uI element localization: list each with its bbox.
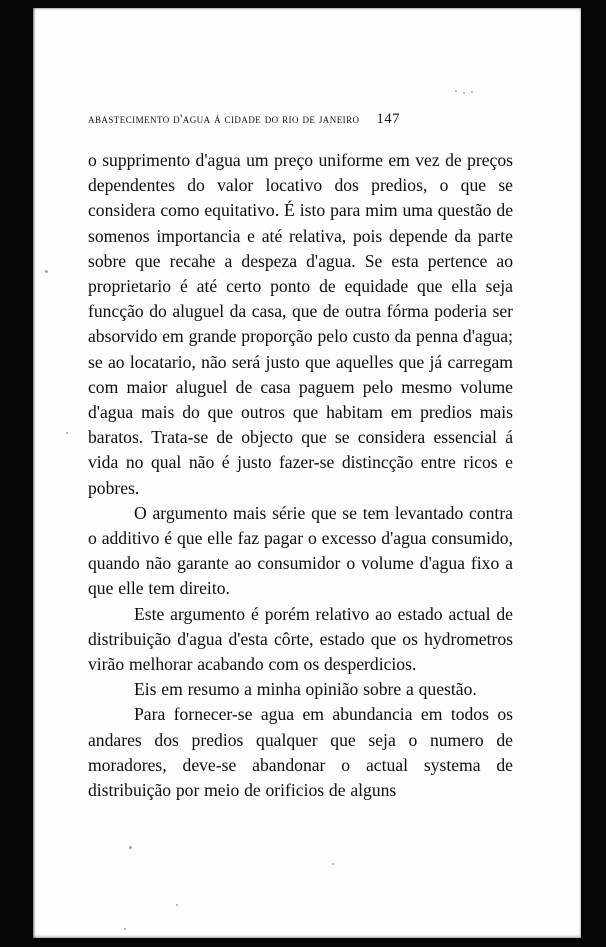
paragraph: O argumento mais série que se tem levantado contra o additivo é que elle faz pagar o excesso d'agua consumido, quando não garante ao consumidor o volume d'agua fixo a que elle tem direito.	[88, 502, 513, 599]
running-head-title: abastecimento d'agua á cidade do rio de janeiro	[88, 112, 360, 126]
running-head	[88, 112, 568, 132]
paper-sheet	[33, 8, 581, 938]
body-text-block	[88, 148, 513, 803]
scan-speck	[455, 90, 457, 92]
paragraph: Este argumento é porém relativo ao estado actual de distribuição d'agua d'esta côrte, estado que os hydrometros virão melhorar acabando com os desperdicios.	[88, 603, 513, 675]
paragraph: o supprimento d'agua um preço uniforme em vez de preços dependentes do valor locativo dos predios, o que se considera como equitativo. É isto para mim uma questão de somenos importancia e até relativa, pois depende da parte sobre que recahe a despeza d'agua. Se esta pertence ao proprietario é até certo ponto de equidade que ella seja funcção do aluguel da casa, que de outra fórma poderia ser absorvido em grande proporção pelo custo da penna d'agua; se ao locatario, não será justo que aquelles que já carregam com maior aluguel de casa paguem pelo mesmo volume d'agua mais do que outros que habitam em predios mais baratos. Trata-se de objecto que se considera essencial á vida no qual não é justo fazer-se distincção entre ricos e pobres.	[88, 150, 513, 498]
scan-speck	[129, 846, 132, 849]
paragraph: Eis em resumo a minha opinião sobre a questão.	[134, 679, 477, 700]
scan-speck	[66, 432, 68, 434]
scan-speck	[124, 928, 126, 930]
scan-speck	[176, 904, 178, 906]
scan-speck	[332, 863, 334, 865]
scan-speck	[45, 270, 48, 273]
scan-speck	[471, 91, 473, 93]
page-number: 147	[376, 111, 401, 127]
scan-speck	[463, 92, 465, 94]
paragraph: Para fornecer-se agua em abundancia em todos os andares dos predios qualquer que seja o numero de moradores, deve-se abandonar o actual systema de distribuição por meio de orificios de alguns	[88, 704, 513, 801]
